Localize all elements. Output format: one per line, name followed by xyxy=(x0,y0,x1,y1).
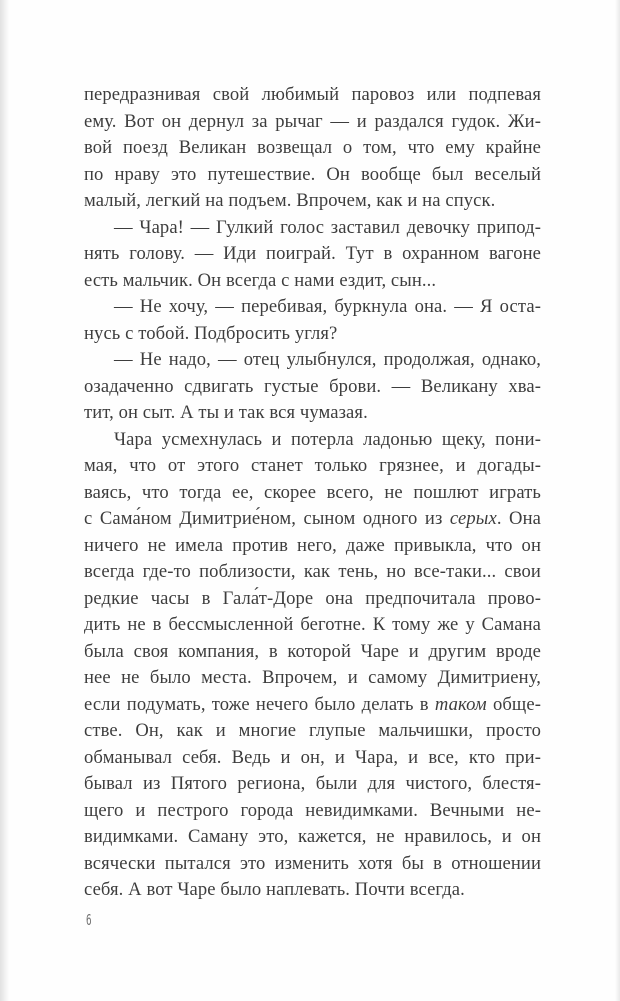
text-segment: — Не надо, — отец улыбнулся, продолжая, однако, xyxy=(114,349,541,370)
text-segment: ему. Вот он дернул за рычаг — и раздался гудок. Жи- xyxy=(84,110,541,132)
text-segment: малый, легкий на подъем. Впрочем, как и на спуск. xyxy=(84,190,496,211)
italic-text-segment: серых xyxy=(449,508,497,529)
paragraph xyxy=(84,347,541,427)
text-segment: ваясь, что тогда ее, скорее всего, не пошлют играть xyxy=(84,481,541,503)
text-line xyxy=(84,559,541,586)
text-segment: — Чара! — Гулкий голос заставил девочку припод- xyxy=(114,216,541,238)
text-segment: всячески пытался это изменить хотя бы в отношении xyxy=(84,852,541,874)
text-line xyxy=(84,347,541,374)
text-segment: по нраву это путешествие. Он вообще был веселый xyxy=(84,163,541,185)
text-line xyxy=(84,215,541,242)
text-segment: нее не было места. Впрочем, и самому Димитриену, xyxy=(84,667,541,688)
text-line xyxy=(84,824,541,851)
text-segment: тит, он сыт. А ты и так вся чумазая. xyxy=(84,402,368,423)
text-line xyxy=(84,400,541,427)
text-line xyxy=(84,586,541,613)
text-segment: нусь с тобой. Подбросить угля? xyxy=(84,322,338,344)
text-line xyxy=(84,135,541,162)
text-line xyxy=(84,506,541,533)
text-segment: передразнивая свой любимый паровоз или подпевая xyxy=(84,84,541,105)
page-left-edge-shadow xyxy=(0,0,9,1001)
text-line xyxy=(84,268,541,295)
paragraph xyxy=(84,427,541,904)
text-line xyxy=(84,639,541,666)
text-segment: — Не хочу, — перебивая, буркнула она. — Я оста- xyxy=(114,296,541,317)
text-segment: ничего не имела против него, даже привыкла, что он xyxy=(84,534,541,556)
text-segment: нять голову. — Иди поиграй. Тут в охранном вагоне xyxy=(84,243,541,264)
text-segment: вой поезд Великан возвещал о том, что ему крайне xyxy=(84,137,541,158)
text-segment: Чара усмехнулась и потерла ладонью щеку, пони- xyxy=(114,428,541,450)
paragraph xyxy=(84,294,541,347)
text-segment: себя. А вот Чаре было наплевать. Почти всегда. xyxy=(84,879,465,900)
text-line xyxy=(84,851,541,878)
text-line xyxy=(84,82,541,109)
text-segment: щего и пестрого города невидимками. Вечными не- xyxy=(84,799,541,821)
text-line xyxy=(84,692,541,719)
text-segment: с Сама́ном Димитрие́ном, сыном одного из xyxy=(84,508,450,529)
text-line xyxy=(84,162,541,189)
text-segment: обще- xyxy=(486,693,541,715)
text-line xyxy=(84,294,541,321)
text-segment: . Она xyxy=(496,508,541,529)
text-line xyxy=(84,427,541,454)
text-line xyxy=(84,745,541,772)
text-line xyxy=(84,241,541,268)
text-segment: редкие часы в Гала́т-Доре она предпочитала прово- xyxy=(84,587,541,609)
text-segment: дить не в бессмысленной беготне. К тому же у Самана xyxy=(84,614,541,635)
text-line xyxy=(84,771,541,798)
text-line xyxy=(84,321,541,348)
text-segment: озадаченно сдвигать густые брови. — Великану хва- xyxy=(84,375,541,397)
text-segment: есть мальчик. Он всегда с нами ездит, сын... xyxy=(84,269,437,291)
text-line xyxy=(84,453,541,480)
text-line xyxy=(84,188,541,215)
paragraph xyxy=(84,215,541,295)
text-line xyxy=(84,109,541,136)
page-number: 6 xyxy=(86,911,92,929)
text-line xyxy=(84,798,541,825)
text-line xyxy=(84,612,541,639)
text-line xyxy=(84,480,541,507)
text-segment: мая, что от этого станет только грязнее, и догады- xyxy=(84,455,541,476)
text-line xyxy=(84,374,541,401)
text-segment: обманывал себя. Ведь и он, и Чара, и все, кто при- xyxy=(84,746,541,768)
text-line xyxy=(84,718,541,745)
text-segment: всегда где-то поблизости, как тень, но все-таки... свои xyxy=(84,561,541,582)
text-segment: если подумать, тоже нечего было делать в xyxy=(84,693,435,715)
text-line xyxy=(84,665,541,692)
text-line xyxy=(84,533,541,560)
text-segment: видимками. Саману это, кажется, не нравилось, и он xyxy=(84,826,541,847)
page-right-edge-shadow xyxy=(615,0,620,1001)
body-text-block xyxy=(84,82,541,904)
text-segment: стве. Он, как и многие глупые мальчишки, просто xyxy=(84,720,541,741)
text-segment: бывал из Пятого региона, были для чистого, блестя- xyxy=(84,773,541,794)
text-segment: была своя компания, в которой Чаре и другим вроде xyxy=(84,640,541,662)
paragraph xyxy=(84,82,541,215)
italic-text-segment: таком xyxy=(434,693,487,715)
text-line xyxy=(84,877,541,904)
